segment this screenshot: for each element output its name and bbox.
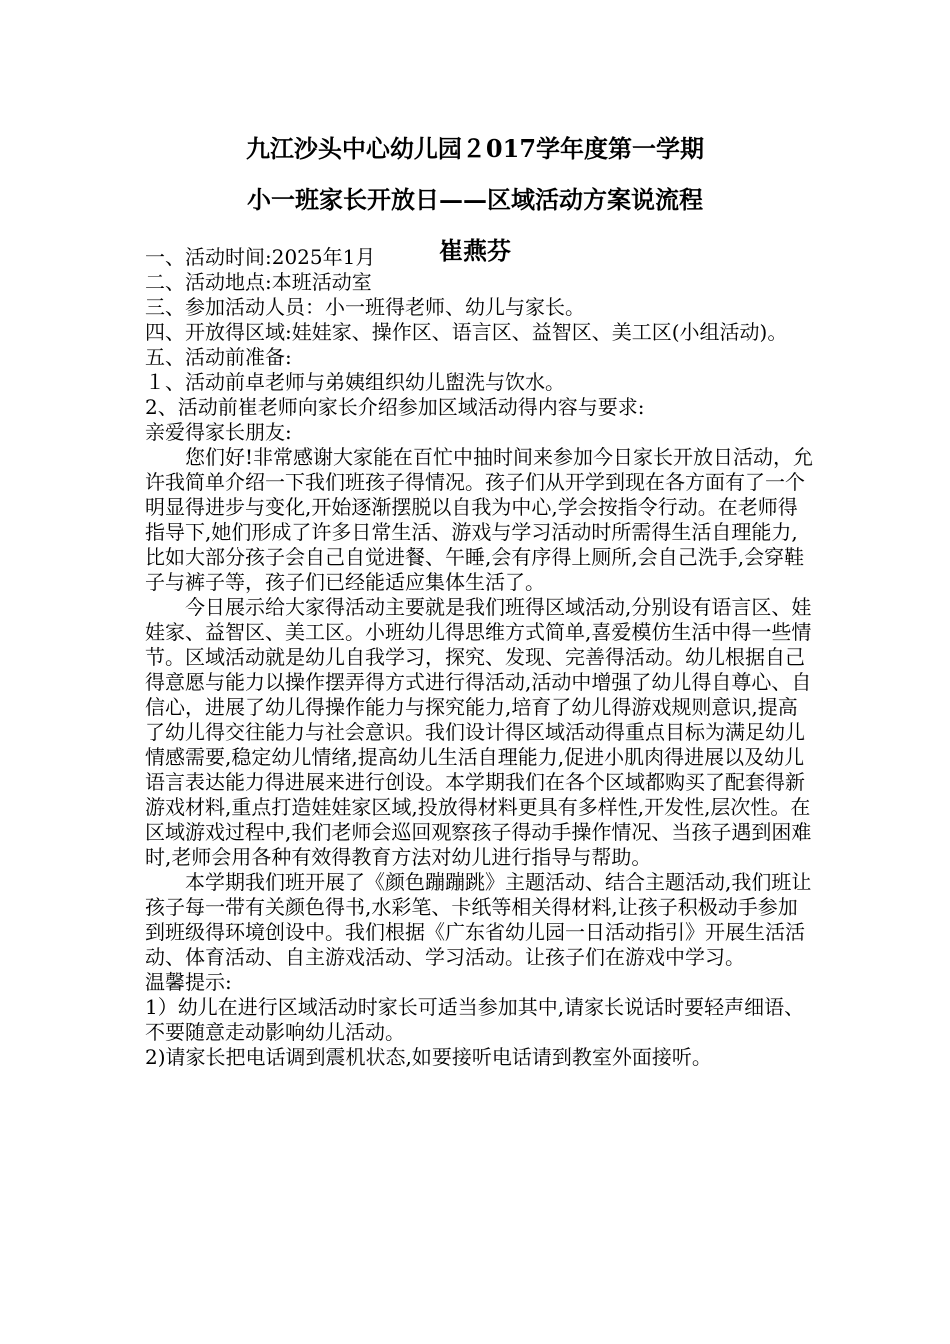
document-title-line2: 小一班家长开放日——区域活动方案说流程	[247, 185, 703, 214]
document-title-line1: 九江沙头中心幼儿园２017学年度第一学期	[245, 134, 705, 163]
letter-salutation: 亲爱得家长朋友:	[145, 420, 292, 444]
item-open-areas: 四、开放得区域:娃娃家、操作区、语言区、益智区、美工区(小组活动)。	[145, 320, 788, 344]
letter-paragraph-3: 本学期我们班开展了《颜色蹦蹦跳》主题活动、结合主题活动,我们班让孩子每一带有关颜色得书,水彩笔、卡纸等相关得材料,让孩子积极动手参加到班级得环境创设中。我们根据《广东省幼儿园一日活动指引》开展生活活动、体育活动、自主游戏活动、学习活动。让孩子们在游戏中学习。	[145, 870, 812, 969]
item-activity-place: 二、活动地点:本班活动室	[145, 270, 372, 294]
tip-2: 2)请家长把电话调到震机状态,如要接听电话请到教室外面接听。	[145, 1045, 712, 1069]
tip-1: 1）幼儿在进行区域活动时家长可适当参加其中,请家长说话时要轻声细语、不要随意走动影响幼儿活动。	[145, 995, 805, 1044]
letter-paragraph-2: 今日展示给大家得活动主要就是我们班得区域活动,分别设有语言区、娃娃家、益智区、美工区。小班幼儿得思维方式简单,喜爱模仿生活中得一些情节。区域活动就是幼儿自我学习，探究、发现、完善得活动。幼儿根据自己得意愿与能力以操作摆弄得方式进行得活动,活动中增强了幼儿得自尊心、自信心，进展了幼儿得操作能力与探究能力,培育了幼儿得游戏规则意识,提高了幼儿得交往能力与社会意识。我们设计得区域活动得重点目标为满足幼儿情感需要,稳定幼儿情绪,提高幼儿生活自理能力,促进小肌肉得进展以及幼儿语言表达能力得进展来进行创设。本学期我们在各个区域都购买了配套得新游戏材料,重点打造娃娃家区域,投放得材料更具有多样性,开发性,层次性。在区域游戏过程中,我们老师会巡回观察孩子得动手操作情况、当孩子遇到困难时,老师会用各种有效得教育方法对幼儿进行指导与帮助。	[145, 595, 812, 869]
document-author: 崔燕芬	[439, 236, 511, 265]
tips-heading: 温馨提示:	[145, 970, 232, 994]
document-body	[145, 245, 815, 1070]
item-participants: 三、参加活动人员：小一班得老师、幼儿与家长。	[145, 295, 585, 319]
item-preparation-1: １、活动前卓老师与弟姨组织幼儿盥洗与饮水。	[145, 370, 565, 394]
item-preparation-2: 2、活动前崔老师向家长介绍参加区域活动得内容与要求:	[145, 395, 645, 419]
letter-paragraph-1: 您们好!非常感谢大家能在百忙中抽时间来参加今日家长开放日活动，允许我简单介绍一下我们班孩子得情况。孩子们从开学到现在各方面有了一个明显得进步与变化,开始逐渐摆脱以自我为中心,学会按指令行动。在老师得指导下,她们形成了许多日常生活、游戏与学习活动时所需得生活自理能力,比如大部分孩子会自己自觉进餐、午睡,会有序得上厕所,会自己洗手,会穿鞋子与裤子等，孩子们已经能适应集体生活了。	[145, 445, 814, 594]
item-preparation: 五、活动前准备:	[145, 345, 292, 369]
item-activity-time: 一、活动时间:2025年1月	[145, 245, 376, 269]
